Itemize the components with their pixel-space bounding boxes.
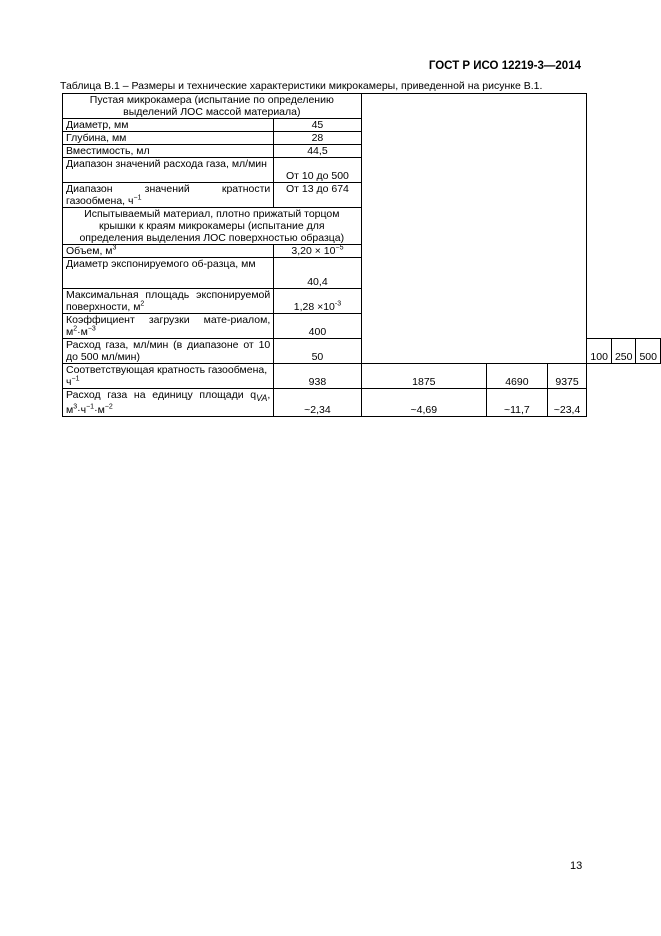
flow-value: 500 <box>636 339 661 364</box>
row-label: Расход газа на единицу площади $q_{VA}$, $м^3\cdot ч^{-1}\cdot м^{-2}$ <box>63 389 274 417</box>
specific-flow-value: ~11,7 <box>487 389 548 417</box>
document-code: ГОСТ Р ИСО 12219-3—2014 <box>428 60 581 72</box>
label-line: Диапазон значений кратности <box>66 183 271 195</box>
specific-flow-value: ~2,34 <box>274 389 361 417</box>
flow-value: 50 <box>274 339 361 364</box>
unit-superscript: 3 <box>112 244 117 252</box>
row-label: Глубина, мм <box>63 132 274 145</box>
row-value: От 10 до 500 <box>274 158 361 183</box>
unit-superscript: −1 <box>133 194 142 202</box>
exchange-value: 938 <box>274 364 361 389</box>
specific-flow-value: ~23,4 <box>547 389 587 417</box>
table-row <box>63 364 661 389</box>
row-label: Диапазон значений расхода газа, мл/мин <box>63 158 274 183</box>
page-number: 13 <box>570 860 583 872</box>
row-value: 45 <box>274 119 361 132</box>
unit-superscript: −1 <box>71 375 80 383</box>
exchange-value: 4690 <box>487 364 548 389</box>
row-value: 44,5 <box>274 145 361 158</box>
row-label: Вместимость, мл <box>63 145 274 158</box>
row-label: Максимальная площадь экспонируемой поверхности, $м^2$ <box>63 289 274 314</box>
row-value: 400 <box>274 314 361 339</box>
row-label <box>63 183 274 208</box>
table-caption: Таблица В.1 – Размеры и технические характеристики микрокамеры, приведенной на рисунке В.1. <box>60 80 543 92</box>
row-label: Диаметр экспонируемого об-разца, мм <box>63 258 274 289</box>
row-value: 40,4 <box>274 258 361 289</box>
row-label: Соответствующая кратность газообмена, $ч^{-1}$ <box>63 364 274 389</box>
row-label: Расход газа, мл/мин (в диапазоне от 10 до 500 мл/мин) <box>63 339 274 364</box>
exchange-value: 9375 <box>547 364 587 389</box>
row-label: Объем, $м^3$ <box>63 245 274 258</box>
section-title-empty-chamber: Пустая микрокамера (испытание по определению выделений ЛОС массой материала) <box>63 94 362 119</box>
specific-flow-value: ~4,69 <box>361 389 486 417</box>
row-label: Диаметр, мм <box>63 119 274 132</box>
specifications-table <box>62 93 661 417</box>
table-row <box>63 389 661 417</box>
row-value: $1,28 \times 10^{-3}$ <box>274 289 361 314</box>
exchange-value: 1875 <box>361 364 486 389</box>
empty-right-area <box>361 94 587 364</box>
row-value: 28 <box>274 132 361 145</box>
row-label: Коэффициент загрузки мате-риалом, $м^2\cdot м^{-3}$ <box>63 314 274 339</box>
flow-value: 100 <box>587 339 612 364</box>
section-title-material: Испытываемый материал, плотно прижатый торцом крышки к краям микрокамеры (испытание для определения выделения ЛОС поверхностью образца) <box>63 208 362 245</box>
label-line: газообмена, ч <box>66 195 134 207</box>
exponent-superscript: −5 <box>335 244 344 252</box>
unit-superscript: 2 <box>140 300 145 308</box>
row-value: $3,20 \times 10^{-5}$ <box>274 245 361 258</box>
row-value: От 13 до 674 <box>274 183 361 208</box>
flow-value: 250 <box>611 339 636 364</box>
exponent-superscript: -3 <box>334 300 342 308</box>
